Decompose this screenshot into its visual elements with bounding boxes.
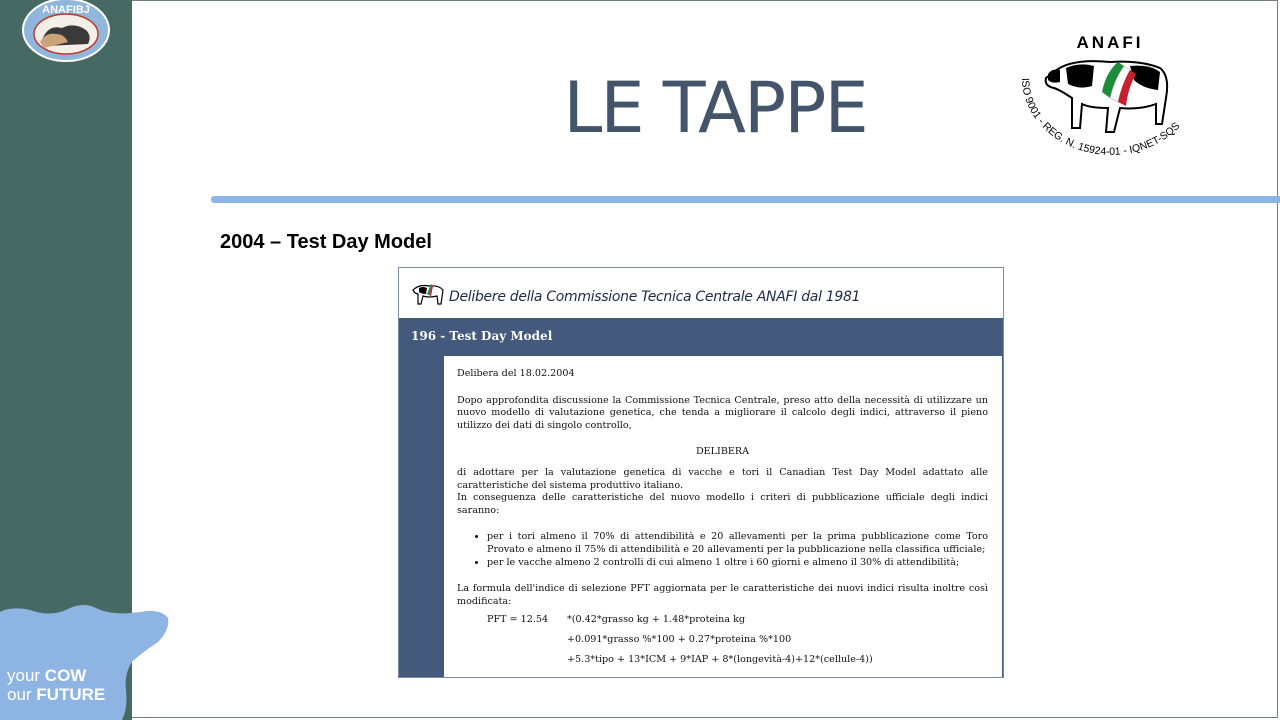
slogan: your COW our FUTURE — [7, 666, 106, 704]
document-title-band — [399, 318, 1003, 356]
document-band-title: 196 - Test Day Model — [411, 329, 553, 343]
section-subtitle: 2004 – Test Day Model — [220, 231, 432, 253]
list-item: • per i tori almeno il 70% di attendibilità e 20 allevamenti per la prima pubblicazione come Toro Provato e almeno il 75% di attendibilità e 20 allevamenti per la pubblicazione nella classifica ufficiale; — [487, 531, 988, 556]
formula-lhs: PFT = 12.54 — [487, 614, 549, 626]
document-header — [399, 268, 1003, 318]
document-body — [399, 356, 1003, 677]
delibera-date: Delibera del 18.02.2004 — [457, 368, 575, 379]
delibera-consequence: In conseguenza delle caratteristiche del nuovo modello i criteri di pubblicazione ufficiale degli indici saranno: — [457, 492, 988, 516]
formula-intro: La formula dell'indice di selezione PFT aggiornata per le caratteristiche dei nuovi indici risulta inoltre così modificata: — [457, 583, 988, 607]
document-screenshot — [398, 267, 1004, 678]
anafibj-logo — [22, 0, 110, 64]
list-item: • per le vacche almeno 2 controlli di cui almeno 1 oltre i 60 giorni e almeno il 30% di attendibilità; — [487, 557, 988, 570]
formula-line: *(0.42*grasso kg + 1.48*proteina kg — [567, 614, 746, 626]
anafi-logo-text: ANAFI — [1076, 33, 1144, 52]
anafi-logo — [1010, 28, 1210, 168]
formula-line: +5.3*tipo + 13*ICM + 9*IAP + 8*(longevità-4)+12*(cellule-4)) — [567, 654, 873, 666]
page-title: LE TAPPE — [563, 67, 867, 149]
delibera-intro: Dopo approfondita discussione la Commissione Tecnica Centrale, preso atto della necessità di utilizzare un nuovo modello di valutazione genetica, che tenda a migliorare il calcolo degli indici, attraverso il pieno utilizzo dei dati di singolo controllo, — [457, 394, 988, 431]
document-header-title: Delibere della Commissione Tecnica Centrale ANAFI dal 1981 — [449, 289, 861, 305]
criteria-list — [457, 531, 988, 569]
delibera-decision: di adottare per la valutazione genetica di vacche e tori il Canadian Test Day Model adattato alle caratteristiche del sistema produttivo italiano. — [457, 466, 988, 491]
title-divider — [211, 196, 1280, 203]
sidebar — [0, 0, 132, 720]
certification-text: ISO 9001 - REG. N. 15924-01 - IQNET-SQS — [1018, 77, 1183, 158]
delibera-heading: DELIBERA — [695, 446, 750, 458]
document-content — [444, 356, 1002, 677]
anafi-mini-cow-icon — [411, 280, 445, 306]
formula-line: +0.091*grasso %*100 + 0.27*proteina %*100 — [567, 634, 792, 646]
pft-formula — [457, 614, 988, 674]
anafibj-logo-text: ANAFIBJ — [42, 4, 90, 16]
